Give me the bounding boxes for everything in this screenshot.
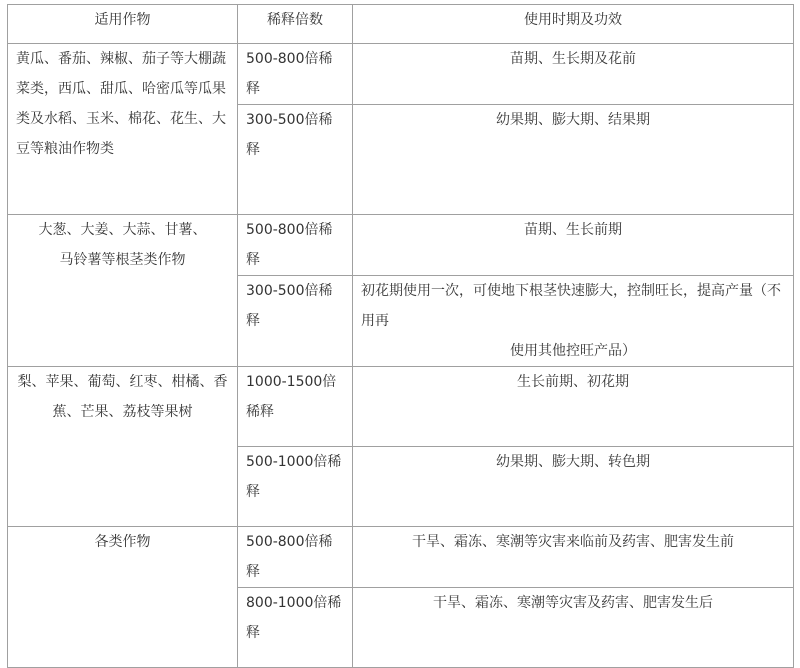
- crop-cell-all-crops: 各类作物: [8, 527, 238, 668]
- dilution-cell: 300-500倍稀释: [238, 276, 353, 367]
- crop-usage-table: [7, 4, 794, 668]
- table-row: [8, 215, 794, 276]
- header-period: 使用时期及功效: [353, 5, 794, 44]
- crop-line: 马铃薯等根茎类作物: [59, 252, 186, 268]
- period-line: 使用其他控旺产品）: [510, 343, 636, 359]
- period-cell: 干旱、霜冻、寒潮等灾害来临前及药害、肥害发生前: [353, 527, 794, 588]
- period-cell: 苗期、生长期及花前: [353, 44, 794, 105]
- header-crop: 适用作物: [8, 5, 238, 44]
- period-cell-long: [353, 276, 794, 367]
- crop-cell-vegetables-melons-grains: 黄瓜、番茄、辣椒、茄子等大棚蔬菜类，西瓜、甜瓜、哈密瓜等瓜果类及水稻、玉米、棉花、花生、大豆等粮油作物类: [8, 44, 238, 215]
- dilution-cell: 1000-1500倍稀释: [238, 367, 353, 447]
- period-cell: 幼果期、膨大期、结果期: [353, 105, 794, 215]
- period-cell: 幼果期、膨大期、转色期: [353, 447, 794, 527]
- dilution-cell: 500-1000倍稀释: [238, 447, 353, 527]
- crop-cell-fruit-trees: 梨、苹果、葡萄、红枣、柑橘、香蕉、芒果、荔枝等果树: [8, 367, 238, 527]
- dilution-cell: 800-1000倍稀释: [238, 588, 353, 668]
- period-cell: 生长前期、初花期: [353, 367, 794, 447]
- period-line: 初花期使用一次，可使地下根茎快速膨大，控制旺长，提高产量（不用再: [361, 283, 781, 329]
- dilution-cell: 500-800倍稀释: [238, 527, 353, 588]
- table-row: [8, 44, 794, 105]
- period-cell: 苗期、生长前期: [353, 215, 794, 276]
- dilution-cell: 300-500倍稀释: [238, 105, 353, 215]
- table-header-row: [8, 5, 794, 44]
- header-dilution: 稀释倍数: [238, 5, 353, 44]
- table-row: [8, 527, 794, 588]
- dilution-cell: 500-800倍稀释: [238, 44, 353, 105]
- crop-line: 大葱、大姜、大蒜、甘薯、: [38, 222, 207, 238]
- period-cell: 干旱、霜冻、寒潮等灾害及药害、肥害发生后: [353, 588, 794, 668]
- dilution-cell: 500-800倍稀释: [238, 215, 353, 276]
- table-row: [8, 367, 794, 447]
- crop-cell-root-stem: [8, 215, 238, 367]
